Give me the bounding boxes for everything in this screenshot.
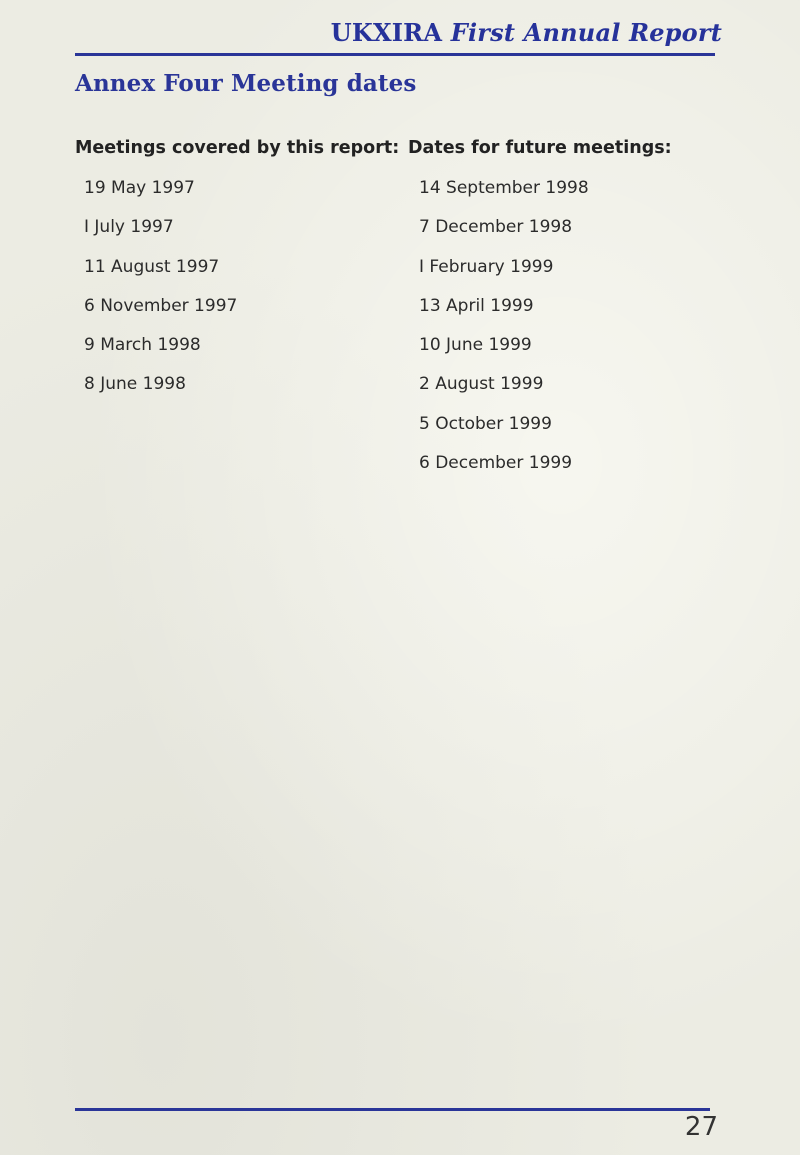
- list-item: 5 October 1999: [419, 413, 552, 434]
- future-meetings-column: [408, 135, 728, 483]
- header-report-title: First Annual Report: [450, 18, 722, 47]
- header-org: UKXIRA: [330, 18, 443, 47]
- list-item: 10 June 1999: [419, 335, 532, 356]
- list-item: 11 August 1997: [84, 256, 220, 277]
- list-item: 14 September 1998: [419, 178, 589, 198]
- covered-meetings-column: [75, 135, 400, 405]
- list-item: 8 June 1998: [84, 374, 186, 395]
- list-item: 6 November 1997: [84, 295, 238, 316]
- list-item: 9 March 1998: [84, 335, 201, 356]
- future-meetings-list: [408, 169, 728, 483]
- list-item: I July 1997: [84, 217, 174, 238]
- header-rule: [75, 53, 715, 56]
- covered-meetings-list: [75, 169, 385, 405]
- list-item: I February 1999: [419, 256, 554, 277]
- list-item: 7 December 1998: [419, 217, 573, 238]
- list-item: 6 December 1999: [419, 453, 573, 474]
- page-number: 27: [684, 1112, 718, 1142]
- list-item: 19 May 1997: [84, 178, 195, 198]
- list-item: 2 August 1999: [419, 374, 544, 395]
- covered-meetings-heading: Meetings covered by this report:: [75, 138, 400, 158]
- annex-title: Annex Four Meeting dates: [75, 70, 417, 97]
- running-header: [331, 18, 722, 47]
- future-meetings-heading: Dates for future meetings:: [408, 138, 672, 158]
- list-item: 13 April 1999: [419, 295, 534, 316]
- footer-rule: [75, 1108, 710, 1111]
